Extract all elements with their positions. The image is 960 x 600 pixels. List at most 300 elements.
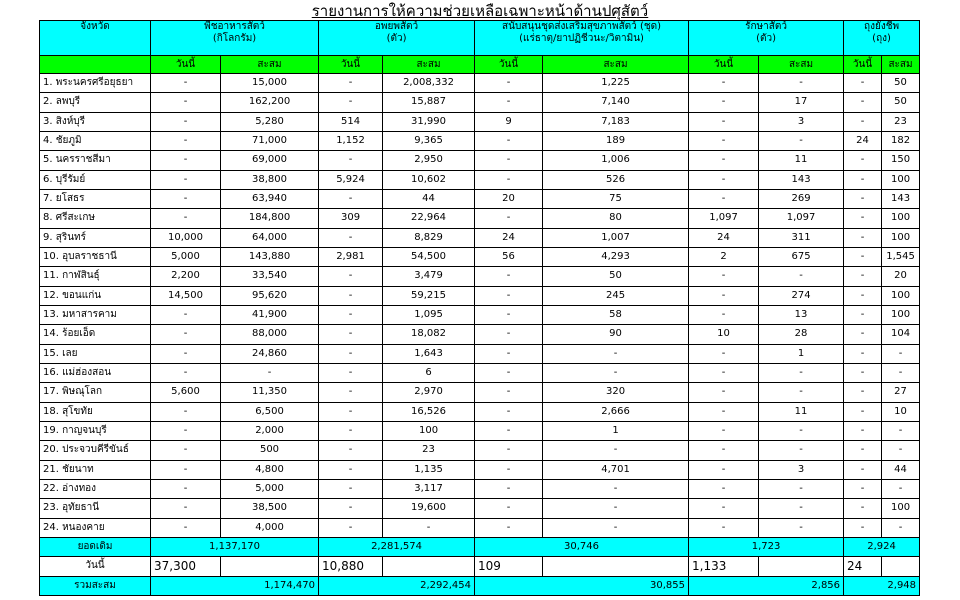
cumulative-cell: 22,964 [383, 209, 475, 228]
today-cell: - [151, 112, 221, 131]
today-cell: - [689, 305, 759, 324]
cumulative-cell: 500 [221, 441, 319, 460]
province-cell: 18. สุโขทัย [40, 402, 151, 421]
today-cell: 1,152 [319, 131, 383, 150]
today-cell: - [151, 518, 221, 537]
cumulative-cell: 1,097 [759, 209, 844, 228]
group-header-forage: พืชอาหารสัตว์ (กิโลกรัม) [151, 21, 319, 56]
province-cell: 23. อุทัยธานี [40, 499, 151, 518]
cumulative-cell: 31,990 [383, 112, 475, 131]
cumulative-cell: 10 [882, 402, 920, 421]
cumulative-cell: 162,200 [221, 93, 319, 112]
cumulative-cell: 71,000 [221, 131, 319, 150]
today-cell: - [844, 112, 882, 131]
today-row-blank [383, 557, 475, 576]
today-cell: 2 [689, 247, 759, 266]
cumulative-cell: 4,000 [221, 518, 319, 537]
today-row-label: วันนี้ [40, 557, 151, 576]
province-cell: 20. ประจวบคีรีขันธ์ [40, 441, 151, 460]
cumulative-cell: 18,082 [383, 325, 475, 344]
cumulative-cell: 100 [882, 228, 920, 247]
cumulative-cell: 1,007 [543, 228, 689, 247]
table-row [40, 170, 920, 189]
today-row-value: 24 [844, 557, 882, 576]
today-cell: - [689, 189, 759, 208]
table-row [40, 344, 920, 363]
today-cell: - [844, 325, 882, 344]
province-cell: 17. พิษณุโลก [40, 383, 151, 402]
table-row [40, 93, 920, 112]
today-cell: - [151, 170, 221, 189]
cumulative-cell: 41,900 [221, 305, 319, 324]
cumulative-cell: 10,602 [383, 170, 475, 189]
subheader-cumulative: สะสม [383, 56, 475, 74]
cumulative-cell: 100 [882, 499, 920, 518]
cumulative-cell: 1,006 [543, 151, 689, 170]
subheader-cumulative: สะสม [543, 56, 689, 74]
province-cell: 16. แม่ฮ่องสอน [40, 363, 151, 382]
province-cell: 5. นครราชสีมา [40, 151, 151, 170]
cumulative-cell: 675 [759, 247, 844, 266]
cumulative-cell: 150 [882, 151, 920, 170]
today-cell: - [319, 460, 383, 479]
cumulative-cell: - [543, 499, 689, 518]
cumulative-cell: 100 [882, 286, 920, 305]
cumulative-cell: 3,479 [383, 267, 475, 286]
cumulative-cell: 4,293 [543, 247, 689, 266]
today-cell: - [319, 151, 383, 170]
subheader-row [40, 56, 920, 74]
today-cell: - [151, 421, 221, 440]
cumulative-cell: 3 [759, 460, 844, 479]
cumulative-cell: 5,280 [221, 112, 319, 131]
cumulative-cell: 69,000 [221, 151, 319, 170]
today-cell: 2,981 [319, 247, 383, 266]
cumulative-cell: 100 [882, 209, 920, 228]
table-row [40, 441, 920, 460]
cumulative-cell: 184,800 [221, 209, 319, 228]
cumulative-cell: 320 [543, 383, 689, 402]
cumulative-cell: 245 [543, 286, 689, 305]
today-cell: - [319, 479, 383, 498]
cumulative-cell: - [759, 479, 844, 498]
total-row-value: 2,856 [689, 576, 844, 595]
today-cell: - [475, 267, 543, 286]
cumulative-cell: 3,117 [383, 479, 475, 498]
today-cell: - [689, 402, 759, 421]
cumulative-cell: 24,860 [221, 344, 319, 363]
today-cell: - [844, 518, 882, 537]
cumulative-cell: 526 [543, 170, 689, 189]
carried-row-value: 2,924 [844, 537, 920, 556]
province-cell: 9. สุรินทร์ [40, 228, 151, 247]
cumulative-cell: 11,350 [221, 383, 319, 402]
cumulative-cell: 11 [759, 151, 844, 170]
cumulative-cell: 16,526 [383, 402, 475, 421]
today-cell: - [151, 479, 221, 498]
today-cell: - [475, 363, 543, 382]
today-cell: 24 [689, 228, 759, 247]
today-cell: - [844, 228, 882, 247]
cumulative-cell: - [543, 441, 689, 460]
cumulative-cell: - [221, 363, 319, 382]
cumulative-cell: - [759, 441, 844, 460]
cumulative-cell: 2,666 [543, 402, 689, 421]
subheader-cumulative: สะสม [882, 56, 920, 74]
cumulative-cell: - [882, 344, 920, 363]
subheader-today: วันนี้ [319, 56, 383, 74]
today-cell: 24 [844, 131, 882, 150]
cumulative-cell: 6 [383, 363, 475, 382]
carried-row-value: 2,281,574 [319, 537, 475, 556]
cumulative-cell: - [759, 518, 844, 537]
cumulative-cell: - [383, 518, 475, 537]
today-cell: - [319, 189, 383, 208]
cumulative-cell: 19,600 [383, 499, 475, 518]
today-cell: - [151, 305, 221, 324]
cumulative-cell: 1 [759, 344, 844, 363]
cumulative-cell: 64,000 [221, 228, 319, 247]
today-cell: - [319, 74, 383, 93]
cumulative-cell: 23 [882, 112, 920, 131]
cumulative-cell: 8,829 [383, 228, 475, 247]
subheader-blank [40, 56, 151, 74]
province-cell: 6. บุรีรัมย์ [40, 170, 151, 189]
today-cell: 9 [475, 112, 543, 131]
cumulative-cell: 143,880 [221, 247, 319, 266]
cumulative-cell: 28 [759, 325, 844, 344]
today-cell: - [475, 305, 543, 324]
cumulative-cell: 95,620 [221, 286, 319, 305]
group-header-health-kit: สนับสนุนชุดส่งเสริมสุขภาพสัตว์ (ชุด) (แร่ธาตุ/ยาปฏิชีวนะ/วิตามิน) [475, 21, 689, 56]
cumulative-cell: 182 [882, 131, 920, 150]
today-cell: - [475, 383, 543, 402]
table-row [40, 228, 920, 247]
cumulative-cell: 15,887 [383, 93, 475, 112]
cumulative-cell: 143 [882, 189, 920, 208]
cumulative-cell: 1,545 [882, 247, 920, 266]
cumulative-cell: 2,000 [221, 421, 319, 440]
today-cell: - [689, 151, 759, 170]
today-cell: - [475, 344, 543, 363]
province-cell: 2. ลพบุรี [40, 93, 151, 112]
total-row-value: 1,174,470 [151, 576, 319, 595]
today-cell: 24 [475, 228, 543, 247]
today-cell: - [689, 131, 759, 150]
today-cell: - [151, 189, 221, 208]
table-row [40, 209, 920, 228]
today-cell: - [844, 93, 882, 112]
cumulative-cell: 104 [882, 325, 920, 344]
cumulative-cell: 7,183 [543, 112, 689, 131]
today-cell: 10,000 [151, 228, 221, 247]
province-cell: 1. พระนครศรีอยุธยา [40, 74, 151, 93]
today-cell: - [319, 344, 383, 363]
today-cell: - [475, 74, 543, 93]
today-cell: - [151, 441, 221, 460]
cumulative-cell: 3 [759, 112, 844, 131]
carried-row [40, 537, 920, 556]
province-cell: 21. ชัยนาท [40, 460, 151, 479]
cumulative-cell: 15,000 [221, 74, 319, 93]
cumulative-cell: 44 [383, 189, 475, 208]
today-cell: - [844, 344, 882, 363]
carried-row-label: ยอดเดิม [40, 537, 151, 556]
today-cell: - [319, 267, 383, 286]
table-row [40, 267, 920, 286]
province-cell: 3. สิงห์บุรี [40, 112, 151, 131]
cumulative-cell: - [759, 363, 844, 382]
carried-row-value: 1,723 [689, 537, 844, 556]
cumulative-cell: - [543, 344, 689, 363]
today-row-value: 10,880 [319, 557, 383, 576]
province-cell: 11. กาฬสินธุ์ [40, 267, 151, 286]
cumulative-cell: 143 [759, 170, 844, 189]
today-cell: 56 [475, 247, 543, 266]
header-row [40, 21, 920, 56]
cumulative-cell: - [543, 363, 689, 382]
today-cell: - [844, 267, 882, 286]
today-cell: - [844, 383, 882, 402]
report-title: รายงานการให้ความช่วยเหลือเฉพาะหน้าด้านปศุสัตว์ [311, 2, 649, 20]
table-row [40, 460, 920, 479]
group-header-survival-bag: ถุงยังชีพ (ถุง) [844, 21, 920, 56]
today-cell: - [475, 170, 543, 189]
today-cell: - [689, 421, 759, 440]
today-cell: 20 [475, 189, 543, 208]
cumulative-cell: 4,701 [543, 460, 689, 479]
today-cell: - [319, 93, 383, 112]
cumulative-cell: 90 [543, 325, 689, 344]
today-cell: - [689, 344, 759, 363]
province-cell: 22. อ่างทอง [40, 479, 151, 498]
today-cell: - [689, 383, 759, 402]
today-cell: - [844, 286, 882, 305]
cumulative-cell: 33,540 [221, 267, 319, 286]
today-cell: - [844, 363, 882, 382]
today-cell: - [319, 402, 383, 421]
today-row-value: 1,133 [689, 557, 759, 576]
today-cell: - [475, 421, 543, 440]
province-cell: 12. ขอนแก่น [40, 286, 151, 305]
province-cell: 7. ยโสธร [40, 189, 151, 208]
total-row-value: 2,948 [844, 576, 920, 595]
table-row [40, 189, 920, 208]
subheader-today: วันนี้ [844, 56, 882, 74]
today-cell: - [151, 74, 221, 93]
cumulative-cell: - [543, 479, 689, 498]
cumulative-cell: 1,225 [543, 74, 689, 93]
carried-row-value: 30,746 [475, 537, 689, 556]
today-cell: - [844, 441, 882, 460]
table-row [40, 151, 920, 170]
cumulative-cell: - [759, 499, 844, 518]
today-cell: - [151, 209, 221, 228]
today-cell: - [475, 209, 543, 228]
today-row-value: 109 [475, 557, 543, 576]
table-row [40, 518, 920, 537]
province-cell: 15. เลย [40, 344, 151, 363]
today-cell: - [689, 518, 759, 537]
today-cell: - [319, 286, 383, 305]
today-cell: - [844, 402, 882, 421]
today-cell: - [844, 460, 882, 479]
cumulative-cell: 63,940 [221, 189, 319, 208]
province-cell: 14. ร้อยเอ็ด [40, 325, 151, 344]
cumulative-cell: 44 [882, 460, 920, 479]
cumulative-cell: 1,135 [383, 460, 475, 479]
cumulative-cell: 27 [882, 383, 920, 402]
table-row [40, 383, 920, 402]
today-cell: - [319, 363, 383, 382]
today-cell: - [151, 460, 221, 479]
cumulative-cell: - [882, 518, 920, 537]
table-row [40, 499, 920, 518]
today-row [40, 557, 920, 576]
cumulative-cell: 6,500 [221, 402, 319, 421]
cumulative-cell: 59,215 [383, 286, 475, 305]
cumulative-cell: 58 [543, 305, 689, 324]
cumulative-cell: 5,000 [221, 479, 319, 498]
total-row-value: 2,292,454 [319, 576, 475, 595]
today-cell: - [844, 209, 882, 228]
today-cell: - [689, 499, 759, 518]
cumulative-cell: 17 [759, 93, 844, 112]
cumulative-cell: 54,500 [383, 247, 475, 266]
today-cell: - [475, 325, 543, 344]
cumulative-cell: - [882, 421, 920, 440]
today-cell: - [319, 499, 383, 518]
today-cell: - [689, 74, 759, 93]
today-cell: - [319, 305, 383, 324]
cumulative-cell: 4,800 [221, 460, 319, 479]
cumulative-cell: - [759, 421, 844, 440]
today-cell: - [844, 74, 882, 93]
today-cell: - [689, 112, 759, 131]
today-cell: 14,500 [151, 286, 221, 305]
today-cell: - [319, 518, 383, 537]
today-cell: 1,097 [689, 209, 759, 228]
cumulative-cell: - [543, 518, 689, 537]
today-row-blank [759, 557, 844, 576]
today-cell: 5,924 [319, 170, 383, 189]
cumulative-cell: 11 [759, 402, 844, 421]
today-cell: - [151, 325, 221, 344]
today-cell: 5,600 [151, 383, 221, 402]
group-header-evacuation: อพยพสัตว์ (ตัว) [319, 21, 475, 56]
today-cell: - [319, 441, 383, 460]
cumulative-cell: 2,008,332 [383, 74, 475, 93]
today-cell: - [844, 305, 882, 324]
today-cell: - [475, 499, 543, 518]
province-header: จังหวัด [40, 21, 151, 56]
today-cell: - [844, 479, 882, 498]
today-cell: - [689, 460, 759, 479]
today-cell: - [689, 441, 759, 460]
table-row [40, 325, 920, 344]
cumulative-cell: 20 [882, 267, 920, 286]
cumulative-cell: - [882, 363, 920, 382]
subheader-today: วันนี้ [475, 56, 543, 74]
cumulative-cell: - [759, 131, 844, 150]
table-row [40, 74, 920, 93]
cumulative-cell: 75 [543, 189, 689, 208]
cumulative-cell: - [759, 267, 844, 286]
today-cell: - [475, 286, 543, 305]
subheader-cumulative: สะสม [221, 56, 319, 74]
today-cell: - [475, 518, 543, 537]
table-row [40, 112, 920, 131]
today-row-blank [882, 557, 920, 576]
today-cell: - [844, 421, 882, 440]
today-cell: - [151, 402, 221, 421]
cumulative-cell: - [759, 383, 844, 402]
cumulative-cell: 100 [882, 170, 920, 189]
today-cell: - [689, 170, 759, 189]
cumulative-cell: 38,500 [221, 499, 319, 518]
today-cell: - [475, 460, 543, 479]
today-cell: - [844, 499, 882, 518]
today-cell: - [689, 286, 759, 305]
table-row [40, 363, 920, 382]
cumulative-cell: 13 [759, 305, 844, 324]
today-cell: - [689, 479, 759, 498]
today-cell: 514 [319, 112, 383, 131]
today-row-blank [221, 557, 319, 576]
today-cell: 309 [319, 209, 383, 228]
cumulative-cell: 2,950 [383, 151, 475, 170]
cumulative-cell: 38,800 [221, 170, 319, 189]
today-cell: - [151, 151, 221, 170]
today-cell: - [319, 325, 383, 344]
today-cell: - [844, 170, 882, 189]
today-cell: - [844, 247, 882, 266]
cumulative-cell: - [882, 479, 920, 498]
table-row [40, 305, 920, 324]
today-cell: - [319, 383, 383, 402]
cumulative-cell: 1,095 [383, 305, 475, 324]
today-cell: - [689, 363, 759, 382]
today-cell: - [475, 402, 543, 421]
today-row-blank [543, 557, 689, 576]
today-cell: - [475, 93, 543, 112]
cumulative-cell: 88,000 [221, 325, 319, 344]
total-row-label: รวมสะสม [40, 576, 151, 595]
table-row [40, 421, 920, 440]
cumulative-cell: 100 [383, 421, 475, 440]
today-cell: - [844, 189, 882, 208]
cumulative-cell: 80 [543, 209, 689, 228]
today-cell: - [151, 131, 221, 150]
today-cell: - [319, 228, 383, 247]
cumulative-cell: 269 [759, 189, 844, 208]
cumulative-cell: 2,970 [383, 383, 475, 402]
cumulative-cell: 1 [543, 421, 689, 440]
today-cell: - [151, 93, 221, 112]
cumulative-cell: 189 [543, 131, 689, 150]
cumulative-cell: 50 [882, 93, 920, 112]
today-cell: 10 [689, 325, 759, 344]
today-cell: 5,000 [151, 247, 221, 266]
province-cell: 13. มหาสารคาม [40, 305, 151, 324]
cumulative-cell: 9,365 [383, 131, 475, 150]
today-cell: - [475, 441, 543, 460]
province-cell: 10. อุบลราชธานี [40, 247, 151, 266]
today-cell: - [844, 151, 882, 170]
carried-row-value: 1,137,170 [151, 537, 319, 556]
cumulative-cell: - [882, 441, 920, 460]
cumulative-cell: 50 [882, 74, 920, 93]
